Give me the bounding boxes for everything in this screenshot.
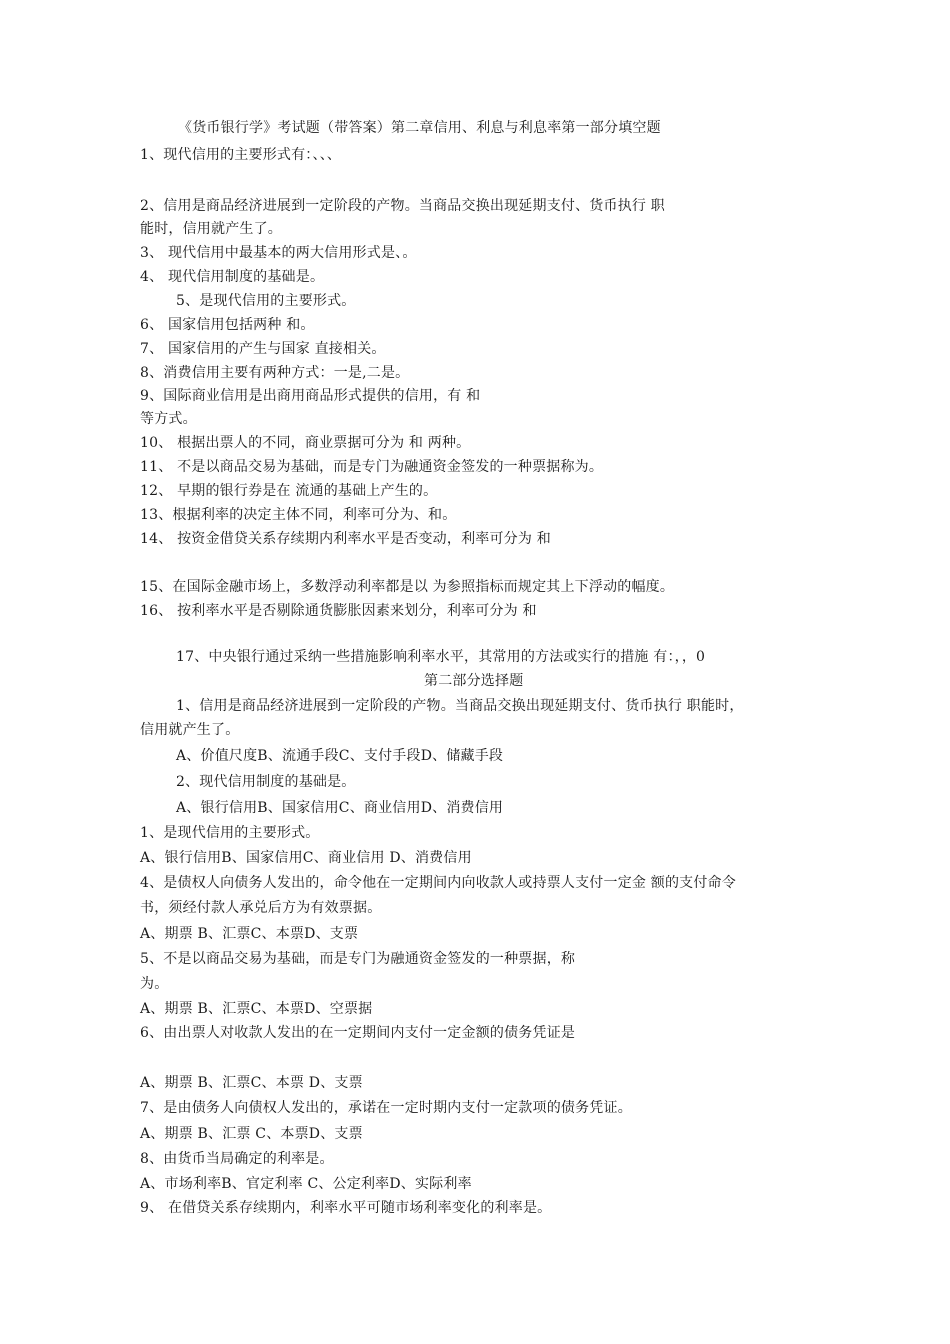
choice-question-5-line-2: 为。 <box>140 976 169 992</box>
fill-question-4: 4、 现代信用制度的基础是。 <box>140 269 325 285</box>
choice-question-3-options: A、银行信用B、国家信用C、商业信用 D、消费信用 <box>140 850 472 866</box>
choice-question-4-line-1: 4、是债权人向债务人发出的，命令他在一定期间内向收款人或持票人支付一定金 额的支付命令 <box>140 875 736 891</box>
choice-question-2: 2、现代信用制度的基础是。 <box>176 774 356 790</box>
choice-question-1-options: A、价值尺度B、流通手段C、支付手段D、储藏手段 <box>176 748 504 764</box>
fill-question-13: 13、根据利率的决定主体不同，利率可分为、和。 <box>140 507 457 523</box>
fill-question-17: 17、中央银行通过采纳一些措施影响利率水平，其常用的方法或实行的措施 有：，，0 <box>176 649 706 665</box>
fill-question-3: 3、 现代信用中最基本的两大信用形式是、。 <box>140 245 417 261</box>
fill-question-1: 1、现代信用的主要形式有：、、、 <box>140 147 342 163</box>
choice-question-4-options: A、期票 B、汇票C、本票D、支票 <box>140 926 359 942</box>
choice-question-7: 7、是由债务人向债权人发出的，承诺在一定时期内支付一定款项的债务凭证。 <box>140 1100 632 1116</box>
fill-question-2-line-1: 2、信用是商品经济进展到一定阶段的产物。当商品交换出现延期支付、货币执行 职 <box>140 198 665 214</box>
choice-question-3: 1、是现代信用的主要形式。 <box>140 825 320 841</box>
fill-question-5: 5、是现代信用的主要形式。 <box>176 293 356 309</box>
choice-question-2-options: A、银行信用B、国家信用C、商业信用D、消费信用 <box>176 800 504 816</box>
fill-question-6: 6、 国家信用包括两种 和。 <box>140 317 315 333</box>
choice-question-8: 8、由货币当局确定的利率是。 <box>140 1151 334 1167</box>
choice-question-9: 9、 在借贷关系存续期内，利率水平可随市场利率变化的利率是。 <box>140 1200 552 1216</box>
choice-question-5-line-1: 5、不是以商品交易为基础，而是专门为融通资金签发的一种票据，称 <box>140 951 576 967</box>
fill-question-12: 12、 早期的银行券是在 流通的基础上产生的。 <box>140 483 438 499</box>
fill-question-15: 15、在国际金融市场上，多数浮动利率都是以 为参照指标而规定其上下浮动的幅度。 <box>140 579 675 595</box>
choice-question-1-line-1: 1、信用是商品经济进展到一定阶段的产物。当商品交换出现延期支付、货币执行 职能时， <box>176 698 744 714</box>
choice-question-6: 6、由出票人对收款人发出的在一定期间内支付一定金额的债务凭证是 <box>140 1025 576 1041</box>
fill-question-7: 7、 国家信用的产生与国家 直接相关。 <box>140 341 386 357</box>
fill-question-11: 11、 不是以商品交易为基础，而是专门为融通资金签发的一种票据称为。 <box>140 459 604 475</box>
fill-question-8: 8、消费信用主要有两种方式：一是,二是。 <box>140 365 410 381</box>
fill-question-16: 16、 按利率水平是否剔除通货膨胀因素来划分，利率可分为 和 <box>140 603 537 619</box>
choice-question-4-line-2: 书，须经付款人承兑后方为有效票据。 <box>140 900 382 916</box>
fill-question-9-line-2: 等方式。 <box>140 411 197 427</box>
fill-question-10: 10、 根据出票人的不同，商业票据可分为 和 两种。 <box>140 435 471 451</box>
fill-question-14: 14、 按资金借贷关系存续期内利率水平是否变动，利率可分为 和 <box>140 531 551 547</box>
choice-question-1-line-2: 信用就产生了。 <box>140 722 240 738</box>
choice-question-6-options: A、期票 B、汇票C、本票 D、支票 <box>140 1075 363 1091</box>
document-title: 《货币银行学》考试题（带答案）第二章信用、利息与利息率第一部分填空题 <box>178 120 661 136</box>
choice-question-8-options: A、市场利率B、官定利率 C、公定利率D、实际利率 <box>140 1176 472 1192</box>
choice-question-5-options: A、期票 B、汇票C、本票D、空票据 <box>140 1001 373 1017</box>
fill-question-2-line-2: 能时，信用就产生了。 <box>140 221 282 237</box>
fill-question-9-line-1: 9、国际商业信用是出商用商品形式提供的信用，有 和 <box>140 388 481 404</box>
choice-question-7-options: A、期票 B、汇票 C、本票D、支票 <box>140 1126 363 1142</box>
part-2-heading: 第二部分选择题 <box>424 673 524 689</box>
